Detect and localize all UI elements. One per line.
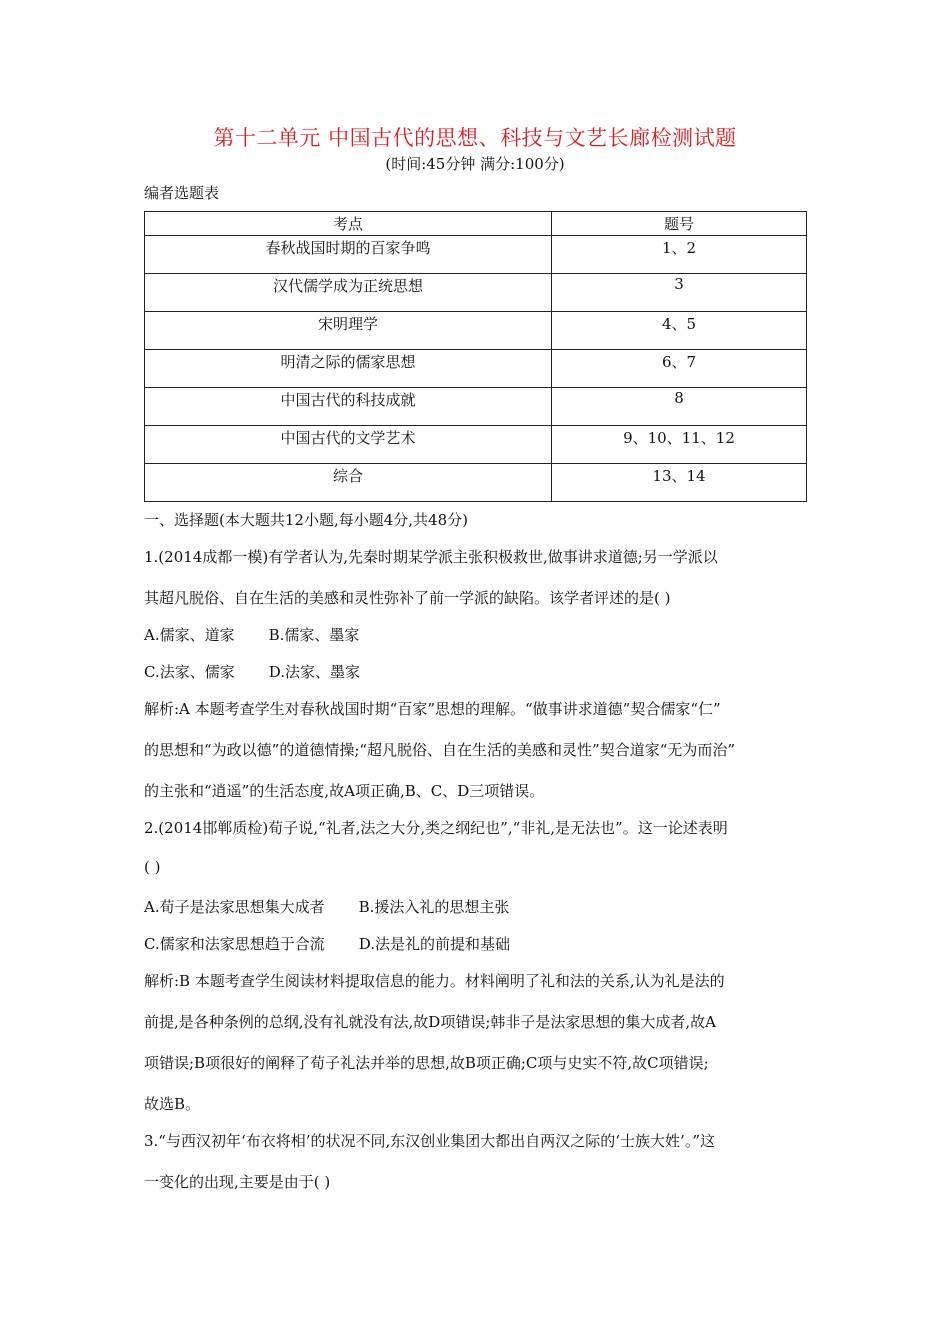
question-2-analysis-line-4: 故选B。 [144,1095,201,1113]
question-3-stem-line-2: 一变化的出现,主要是由于( ) [144,1173,331,1191]
table-header-cell: 考点 [145,212,552,236]
table-cell-topic: 春秋战国时期的百家争鸣 [145,236,552,274]
table-row [145,236,807,274]
question-1-option-c: C.法家、儒家 [144,663,235,681]
table-row [145,274,807,312]
table-cell-topic: 中国古代的文学艺术 [145,426,552,464]
document-subtitle: (时间:45分钟 满分:100分) [385,155,565,173]
table-header-row [145,212,807,236]
table-cell-numbers: 6、7 [552,350,807,388]
topic-table [144,211,807,502]
table-cell-numbers: 3 [552,274,807,312]
table-row [145,388,807,426]
question-2-option-a: A.荀子是法家思想集大成者 [144,898,325,916]
table-row [145,464,807,502]
table-cell-numbers: 1、2 [552,236,807,274]
table-cell-topic: 明清之际的儒家思想 [145,350,552,388]
table-cell-topic: 中国古代的科技成就 [145,388,552,426]
document-title: 第十二单元 中国古代的思想、科技与文艺长廊检测试题 [213,126,737,150]
table-header-cell: 题号 [552,212,807,236]
section-heading: 一、选择题(本大题共12小题,每小题4分,共48分) [144,511,468,529]
question-1-option-a: A.儒家、道家 [144,626,235,644]
table-row [145,350,807,388]
question-2-analysis-line-1: 解析:B 本题考查学生阅读材料提取信息的能力。材料阐明了礼和法的关系,认为礼是法的 [144,972,725,990]
question-1-option-d: D.法家、墨家 [268,663,360,681]
table-row [145,312,807,350]
table-row [145,426,807,464]
question-1-analysis-line-3: 的主张和“逍遥”的生活态度,故A项正确,B、C、D三项错误。 [144,782,545,800]
table-cell-topic: 宋明理学 [145,312,552,350]
table-cell-numbers: 4、5 [552,312,807,350]
question-1-options-ab [144,624,359,645]
table-cell-topic: 综合 [145,464,552,502]
question-2-stem-line-2: ( ) [144,858,161,876]
table-cell-numbers: 8 [552,388,807,426]
question-1-analysis-line-1: 解析:A 本题考查学生对春秋战国时期“百家”思想的理解。“做事讲求道德”契合儒家“仁” [144,700,721,718]
question-2-option-d: D.法是礼的前提和基础 [358,935,510,953]
table-caption: 编者选题表 [144,184,220,202]
question-1-option-b: B.儒家、墨家 [268,626,360,644]
question-2-option-b: B.援法入礼的思想主张 [358,898,510,916]
table-cell-numbers: 9、10、11、12 [552,426,807,464]
question-1-stem-line-1: 1.(2014成都一模)有学者认为,先秦时期某学派主张积极救世,做事讲求道德;另一学派以 [144,548,718,566]
question-1-options-cd [144,661,360,682]
question-1-analysis-line-2: 的思想和“为政以德”的道德情操;“超凡脱俗、自在生活的美感和灵性”契合道家“无为而治” [144,741,736,759]
table-cell-numbers: 13、14 [552,464,807,502]
question-2-option-c: C.儒家和法家思想趋于合流 [144,935,325,953]
question-3-stem-line-1: 3.“与西汉初年‘布衣将相’的状况不同,东汉创业集团大都出自两汉之际的‘士族大姓’。”这 [144,1132,715,1150]
question-2-options-ab [144,896,509,917]
question-2-analysis-line-2: 前提,是各种条例的总纲,没有礼就没有法,故D项错误;韩非子是法家思想的集大成者,故A [144,1013,716,1031]
table-cell-topic: 汉代儒学成为正统思想 [145,274,552,312]
question-2-stem-line-1: 2.(2014邯郸质检)荀子说,“礼者,法之大分,类之纲纪也”,“非礼,是无法也”。这一论述表明 [144,819,728,837]
question-2-options-cd [144,933,510,954]
question-2-analysis-line-3: 项错误;B项很好的阐释了荀子礼法并举的思想,故B项正确;C项与史实不符,故C项错误; [144,1054,709,1072]
question-1-stem-line-2: 其超凡脱俗、自在生活的美感和灵性弥补了前一学派的缺陷。该学者评述的是( ) [144,589,671,607]
